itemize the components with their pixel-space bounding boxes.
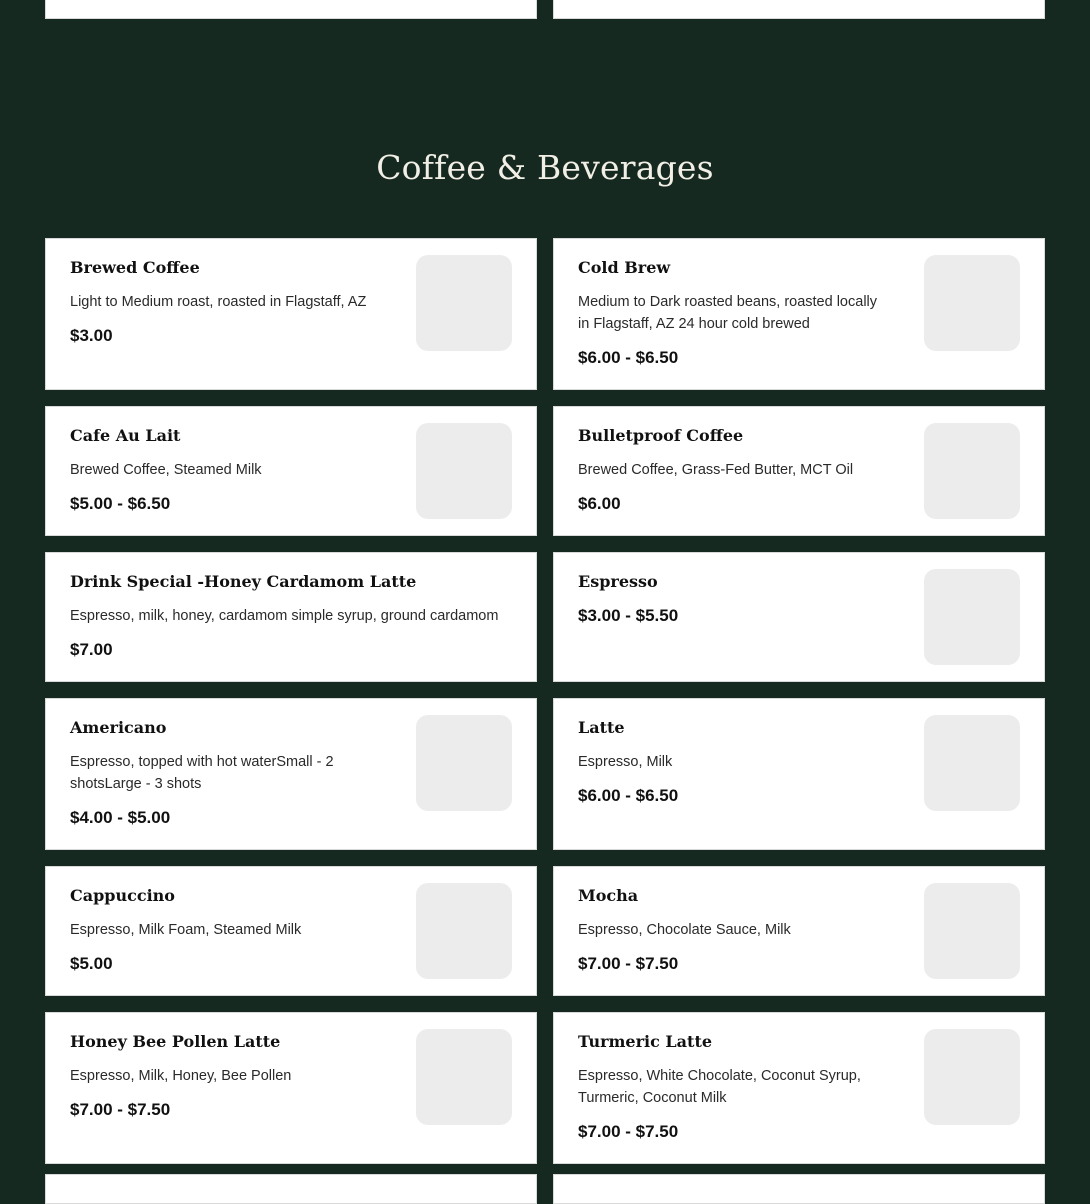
menu-item-name: Latte (578, 718, 625, 737)
menu-item-image (924, 1029, 1020, 1125)
menu-item-price: $3.00 (70, 326, 113, 345)
menu-item-price: $4.00 - $5.00 (70, 808, 171, 827)
menu-item-name: Bulletproof Coffee (578, 426, 744, 445)
menu-item-image (924, 423, 1020, 519)
menu-item-image (416, 883, 512, 979)
menu-item-description: Light to Medium roast, roasted in Flagstaff, AZ (70, 294, 367, 310)
menu-item-card[interactable] (553, 866, 1045, 996)
menu-item-card[interactable] (45, 1012, 537, 1164)
menu-item-description: Brewed Coffee, Grass-Fed Butter, MCT Oil (578, 462, 854, 478)
menu-item-price: $7.00 - $7.50 (578, 954, 679, 973)
menu-item-name: Cappuccino (70, 886, 175, 905)
menu-item-price: $3.00 - $5.50 (578, 606, 679, 625)
menu-item-description: Brewed Coffee, Steamed Milk (70, 462, 262, 478)
menu-item-name: Turmeric Latte (578, 1032, 713, 1051)
section-title: Coffee & Beverages (376, 148, 714, 187)
menu-item-card[interactable] (45, 866, 537, 996)
menu-item-image (924, 715, 1020, 811)
menu-item-card[interactable] (553, 406, 1045, 536)
menu-item-image (416, 715, 512, 811)
menu-item-image (924, 255, 1020, 351)
menu-item-description: Espresso, Milk (578, 754, 673, 770)
menu-item-card[interactable] (45, 406, 537, 536)
menu-item-image (416, 423, 512, 519)
menu-item-name: Mocha (578, 886, 639, 905)
menu-item-price: $7.00 - $7.50 (578, 1122, 679, 1141)
menu-item-price: $5.00 - $6.50 (70, 494, 171, 513)
menu-item-name: Americano (70, 718, 167, 737)
menu-item-description: Espresso, topped with hot waterSmall - 2 shotsLarge - 3 shots (70, 754, 334, 792)
menu-item-description: Espresso, Milk Foam, Steamed Milk (70, 922, 302, 938)
menu-item-card[interactable] (553, 698, 1045, 850)
menu-item-body (70, 571, 512, 661)
menu-item-description: Espresso, White Chocolate, Coconut Syrup, Turmeric, Coconut Milk (578, 1068, 861, 1106)
previous-section-card-left[interactable] (45, 0, 537, 19)
menu-item-description: Espresso, Milk, Honey, Bee Pollen (70, 1068, 292, 1084)
menu-item-price: $7.00 - $7.50 (70, 1100, 171, 1119)
menu-item-card[interactable] (45, 552, 537, 682)
menu-item-name: Brewed Coffee (70, 258, 200, 277)
menu-item-name: Cafe Au Lait (70, 426, 181, 445)
menu-items-grid (45, 238, 1045, 1164)
menu-item-price: $7.00 (70, 640, 113, 659)
menu-item-image (416, 255, 512, 351)
menu-item-image (924, 569, 1020, 665)
menu-item-description: Espresso, milk, honey, cardamom simple syrup, ground cardamom (70, 608, 499, 624)
menu-item-name: Honey Bee Pollen Latte (70, 1032, 281, 1051)
menu-item-image (416, 1029, 512, 1125)
previous-section-card-right[interactable] (553, 0, 1045, 19)
menu-item-name: Drink Special -Honey Cardamom Latte (70, 572, 417, 591)
menu-item-price: $6.00 (578, 494, 621, 513)
menu-item-card[interactable] (553, 552, 1045, 682)
menu-item-name: Espresso (578, 572, 658, 591)
menu-item-card[interactable] (553, 238, 1045, 390)
menu-item-card[interactable] (553, 1012, 1045, 1164)
menu-item-price: $6.00 - $6.50 (578, 786, 679, 805)
menu-item-card[interactable] (45, 698, 537, 850)
menu-item-image (924, 883, 1020, 979)
menu-item-card[interactable] (45, 238, 537, 390)
menu-item-price: $6.00 - $6.50 (578, 348, 679, 367)
menu-item-price: $5.00 (70, 954, 113, 973)
menu-item-description: Espresso, Chocolate Sauce, Milk (578, 922, 791, 938)
menu-item-description: Medium to Dark roasted beans, roasted locally in Flagstaff, AZ 24 hour cold brewed (578, 294, 878, 332)
menu-item-name: Cold Brew (578, 258, 671, 277)
